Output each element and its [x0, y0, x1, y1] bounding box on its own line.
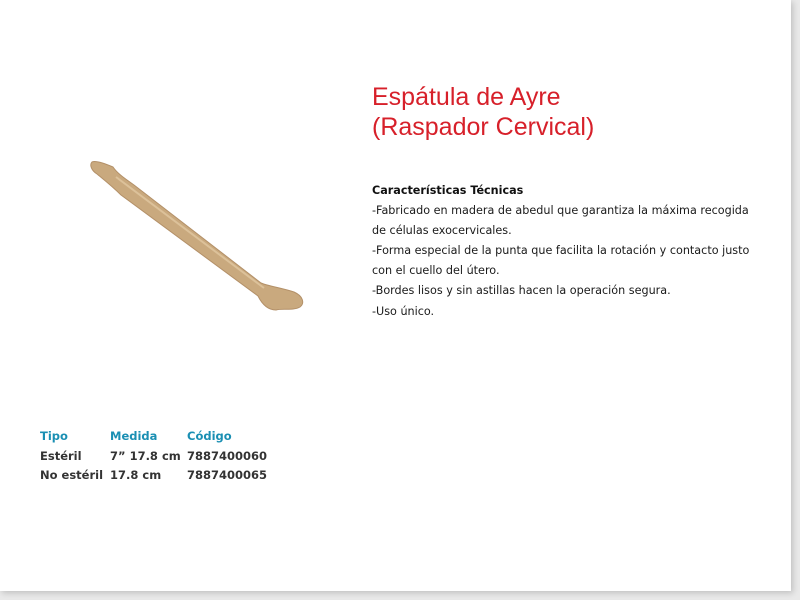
cell-codigo: 7887400060: [187, 448, 268, 463]
cell-tipo: Estéril: [40, 448, 82, 463]
table-header-row: [40, 426, 277, 446]
spec-line: -Uso único.: [372, 304, 435, 318]
spec-line: de células exocervicales.: [372, 224, 512, 238]
technical-specs: [372, 181, 772, 322]
specs-heading: Características Técnicas: [372, 184, 524, 197]
header-medida: Medida: [110, 429, 158, 443]
header-tipo: Tipo: [40, 429, 68, 443]
cell-tipo: No estéril: [40, 467, 104, 482]
wooden-spatula-image: [86, 155, 311, 320]
spatula-shape: [91, 161, 303, 310]
title-line-1: Espátula de Ayre: [372, 83, 561, 111]
spatula-highlight: [116, 177, 264, 288]
spec-line: -Fabricado en madera de abedul que garantiza la máxima recogida: [372, 204, 749, 218]
spec-line: -Bordes lisos y sin astillas hacen la operación segura.: [372, 284, 671, 298]
spec-line: -Forma especial de la punta que facilita la rotación y contacto justo: [372, 244, 750, 258]
cell-medida: 7” 17.8 cm: [110, 448, 181, 463]
title-line-2: (Raspador Cervical): [372, 113, 595, 141]
variant-table: [40, 426, 277, 484]
cell-codigo: 7887400065: [187, 467, 268, 482]
table-row: [40, 465, 277, 484]
product-title: [372, 82, 594, 142]
table-row: [40, 446, 277, 465]
spec-line: con el cuello del útero.: [372, 264, 500, 278]
header-codigo: Código: [187, 429, 232, 443]
cell-medida: 17.8 cm: [110, 467, 162, 482]
